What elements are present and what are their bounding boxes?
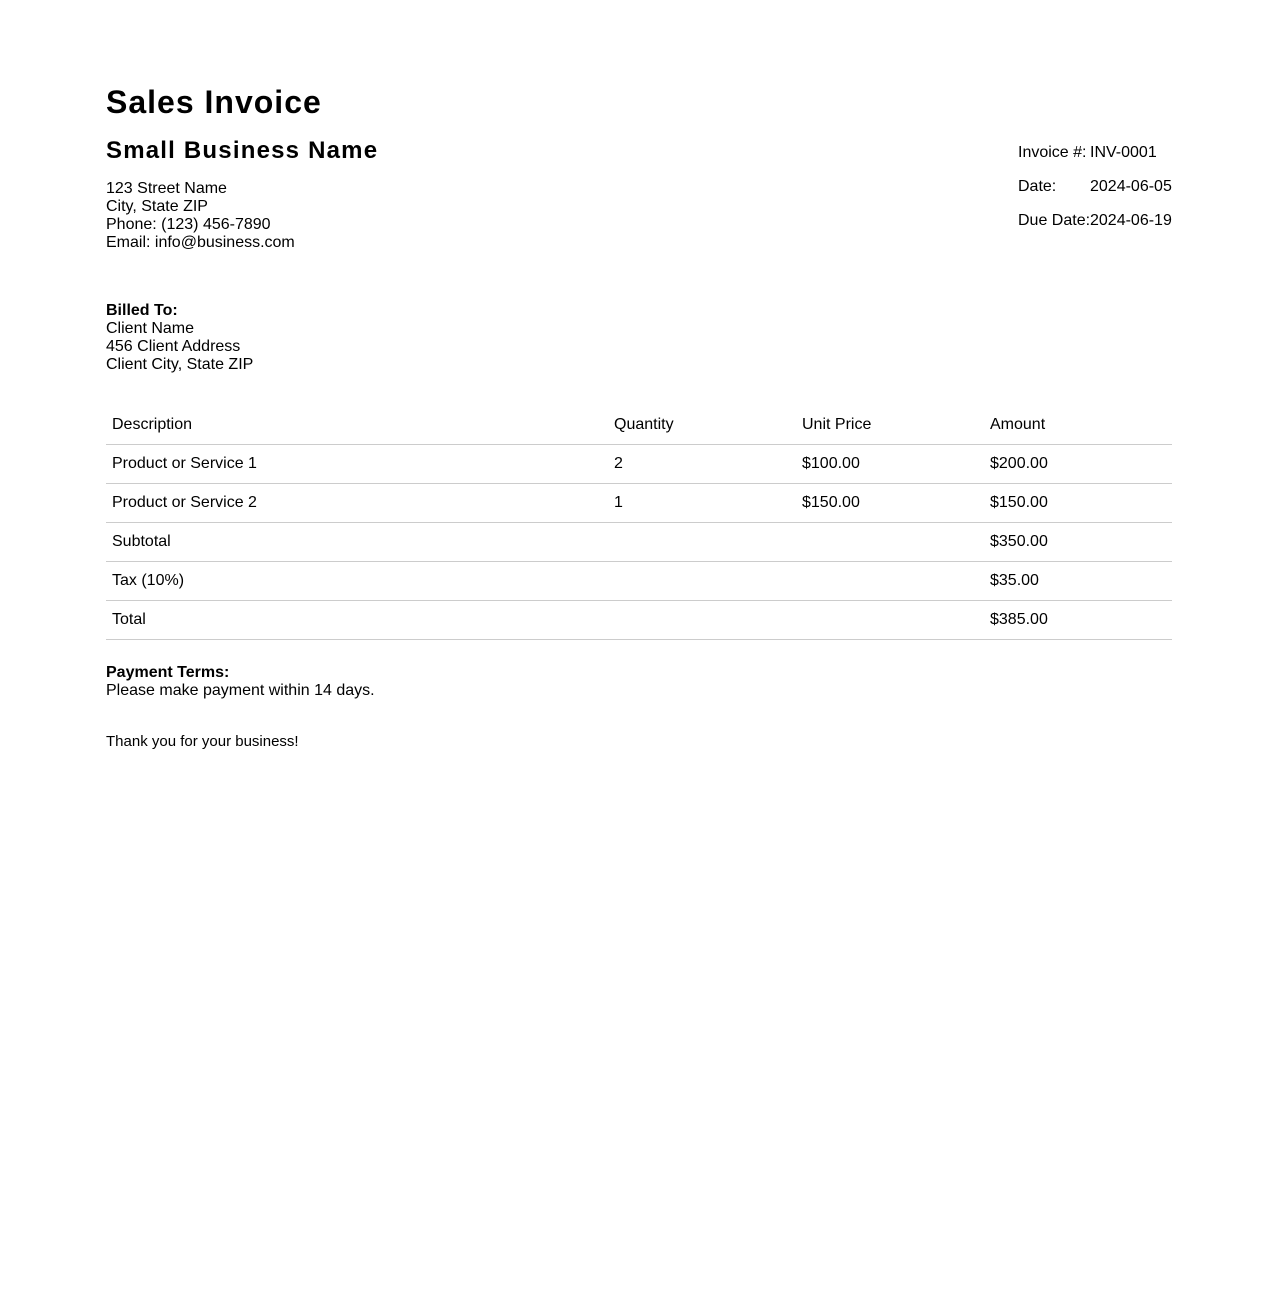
table-header-row bbox=[106, 406, 1172, 445]
meta-due-date bbox=[1018, 212, 1178, 246]
subtotal-row bbox=[106, 523, 1172, 562]
business-phone: Phone: (123) 456-7890 bbox=[106, 216, 271, 233]
meta-value: INV-0001 bbox=[1090, 144, 1157, 161]
business-email: Email: info@business.com bbox=[106, 234, 295, 251]
cell-amount: $200.00 bbox=[984, 445, 1172, 484]
meta-label: Date: bbox=[1018, 178, 1057, 195]
header-description: Description bbox=[106, 406, 608, 445]
header-amount: Amount bbox=[984, 406, 1172, 445]
client-city: Client City, State ZIP bbox=[106, 356, 254, 373]
meta-value: 2024-06-19 bbox=[1090, 212, 1172, 229]
table-row bbox=[106, 484, 1172, 523]
business-name: Small Business Name bbox=[106, 137, 379, 164]
cell-unit-price: $100.00 bbox=[796, 445, 984, 484]
business-address bbox=[106, 180, 295, 252]
payment-terms-heading: Payment Terms: bbox=[106, 664, 230, 681]
client-name: Client Name bbox=[106, 320, 195, 337]
header-unit-price: Unit Price bbox=[796, 406, 984, 445]
invoice-title: Sales Invoice bbox=[106, 84, 322, 120]
payment-terms-text: Please make payment within 14 days. bbox=[106, 682, 375, 699]
total-row bbox=[106, 601, 1172, 640]
thank-you-note: Thank you for your business! bbox=[106, 733, 299, 750]
total-label: Total bbox=[106, 601, 984, 640]
table-row bbox=[106, 445, 1172, 484]
client-address: 456 Client Address bbox=[106, 338, 241, 355]
payment-terms bbox=[106, 664, 375, 700]
meta-label: Invoice #: bbox=[1018, 144, 1087, 161]
billed-to-heading: Billed To: bbox=[106, 302, 178, 319]
meta-invoice-number bbox=[1018, 144, 1178, 178]
cell-description: Product or Service 1 bbox=[106, 445, 608, 484]
total-value: $385.00 bbox=[984, 601, 1172, 640]
meta-date bbox=[1018, 178, 1178, 212]
business-street: 123 Street Name bbox=[106, 180, 227, 197]
subtotal-value: $350.00 bbox=[984, 523, 1172, 562]
meta-label: Due Date: bbox=[1018, 212, 1091, 229]
invoice-meta bbox=[1018, 144, 1178, 246]
business-city: City, State ZIP bbox=[106, 198, 208, 215]
tax-label: Tax (10%) bbox=[106, 562, 984, 601]
cell-description: Product or Service 2 bbox=[106, 484, 608, 523]
cell-amount: $150.00 bbox=[984, 484, 1172, 523]
header-quantity: Quantity bbox=[608, 406, 796, 445]
cell-quantity: 1 bbox=[608, 484, 796, 523]
billed-to bbox=[106, 302, 253, 374]
items-table bbox=[106, 406, 1172, 640]
cell-quantity: 2 bbox=[608, 445, 796, 484]
tax-value: $35.00 bbox=[984, 562, 1172, 601]
cell-unit-price: $150.00 bbox=[796, 484, 984, 523]
meta-value: 2024-06-05 bbox=[1090, 178, 1172, 195]
subtotal-label: Subtotal bbox=[106, 523, 984, 562]
tax-row bbox=[106, 562, 1172, 601]
